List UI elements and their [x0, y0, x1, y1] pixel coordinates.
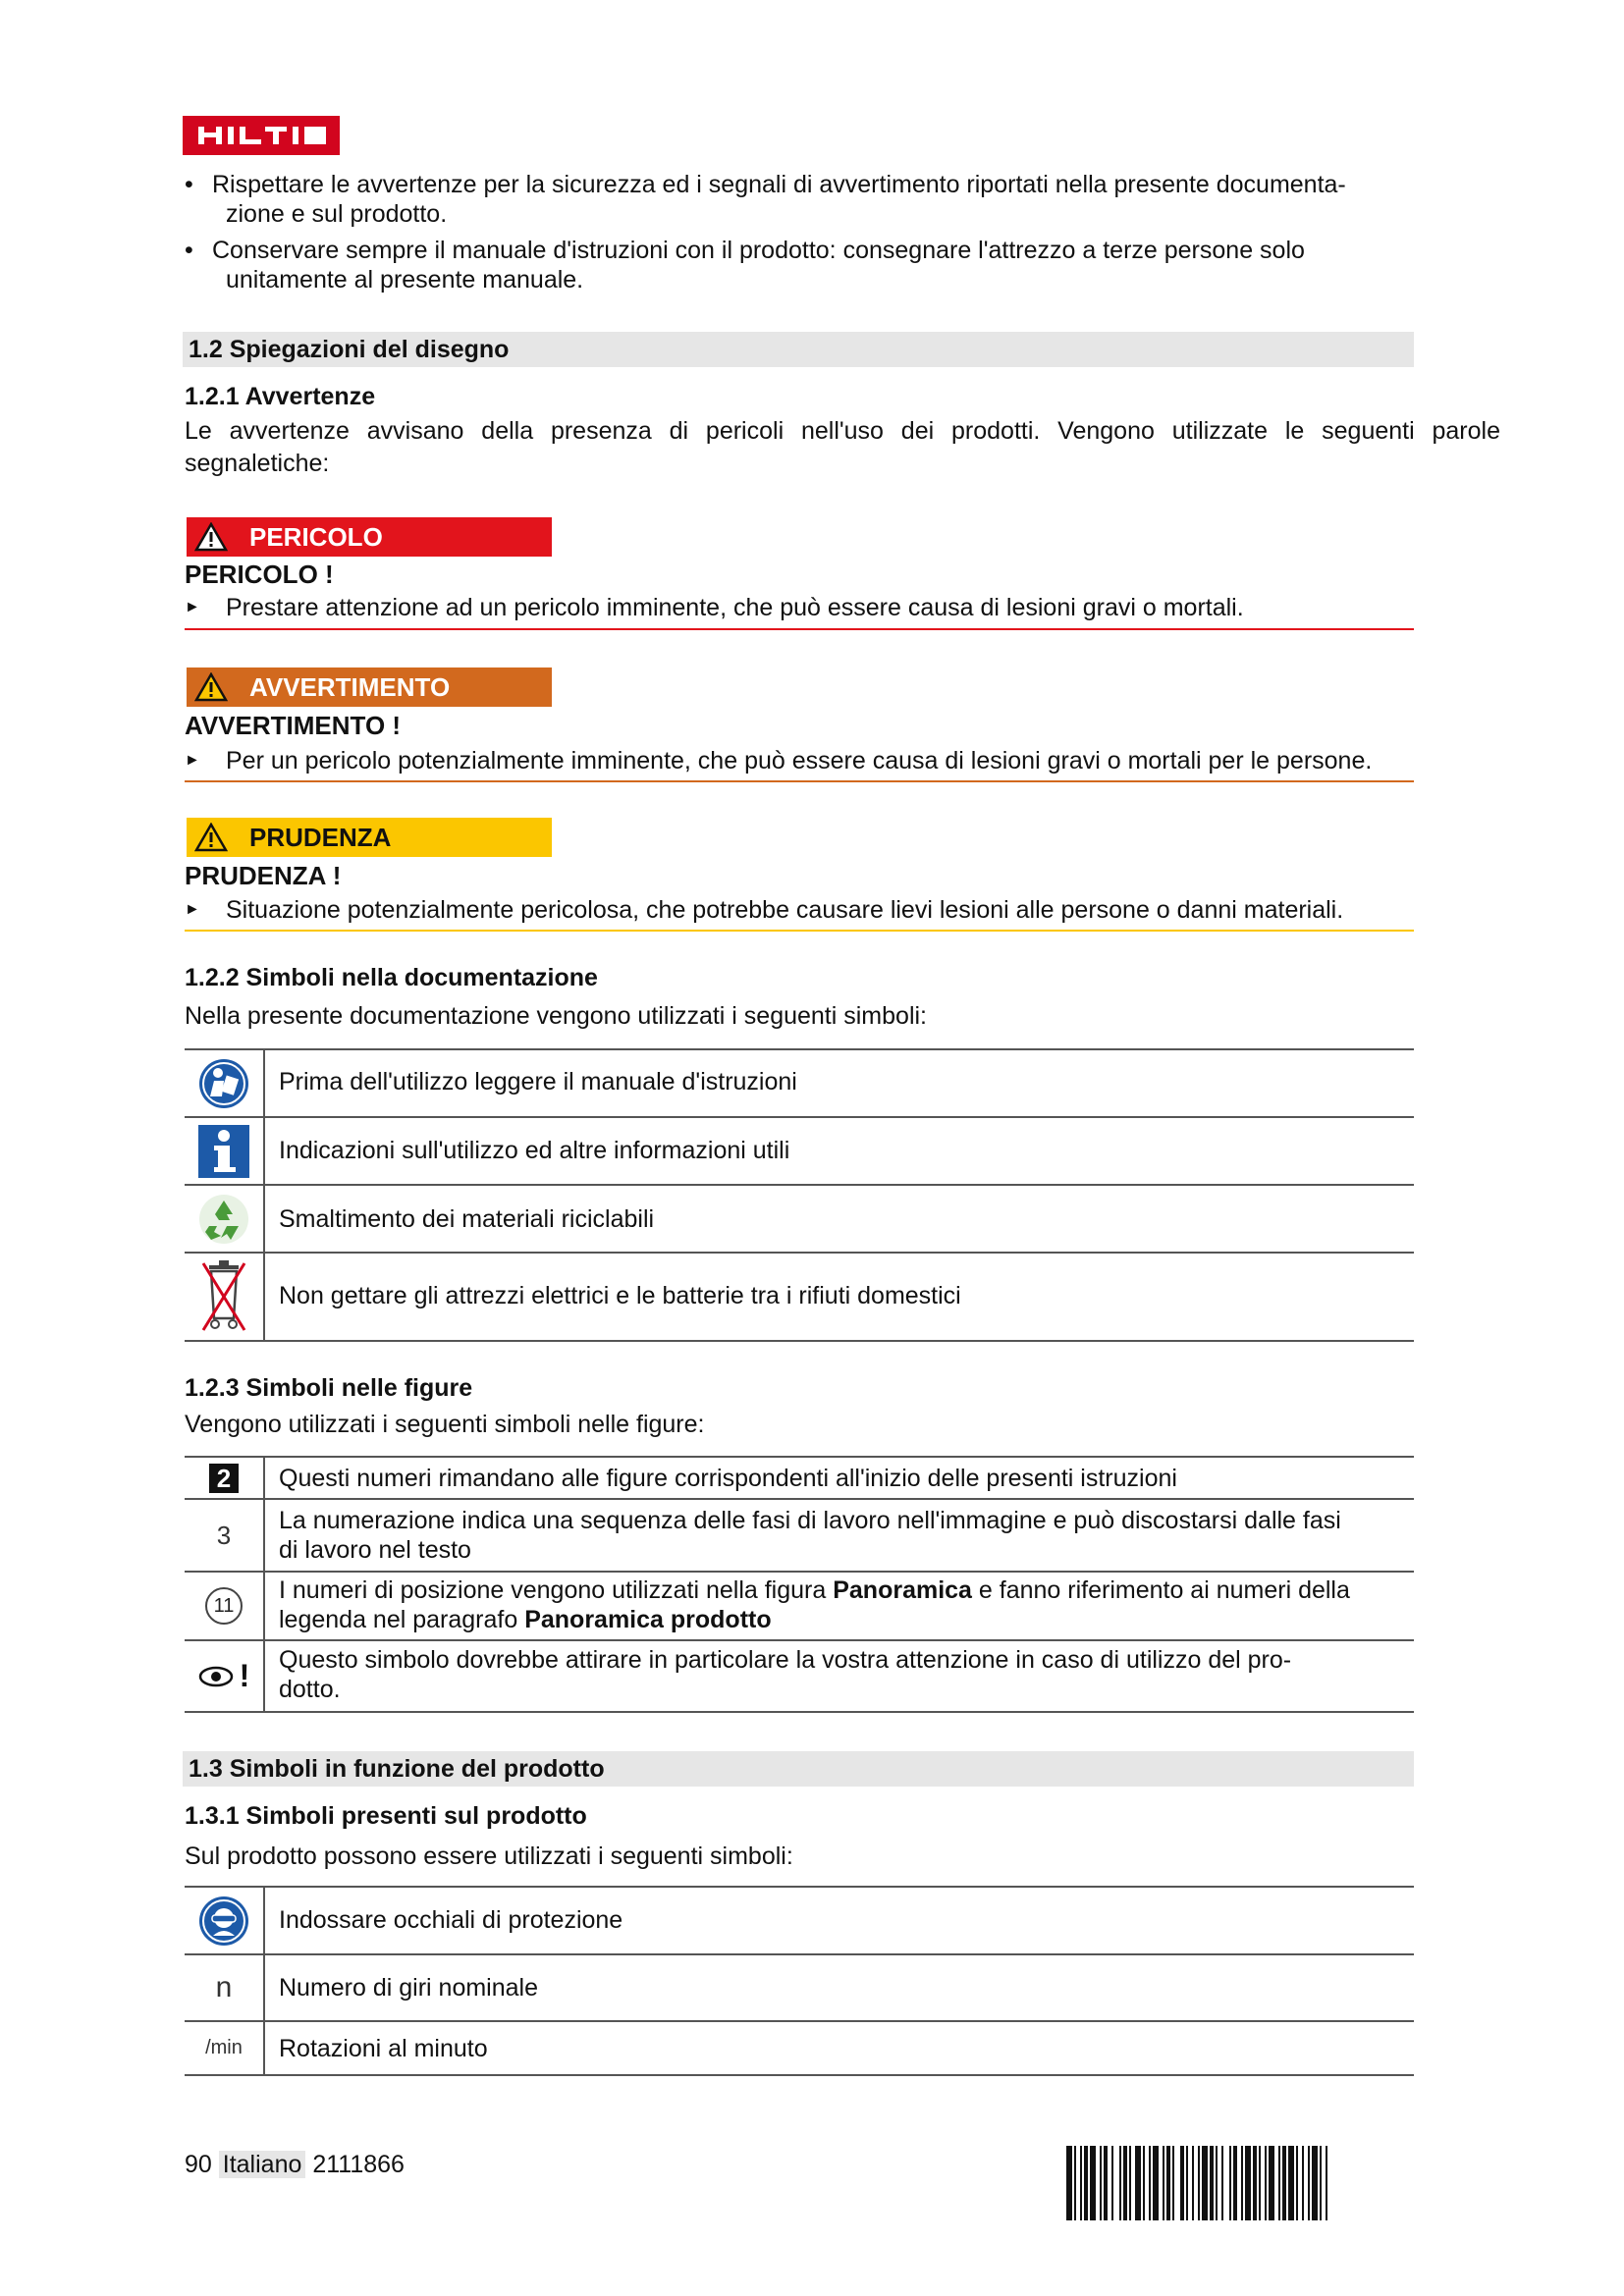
speed-symbol: n [215, 1971, 233, 2003]
table-rule [185, 1571, 1414, 1573]
table-rule [185, 2020, 1414, 2022]
bullet-line: Rispettare le avvertenze per la sicurezza ed i segnali di avvertimento riportati nella presente documenta- [212, 171, 1346, 198]
warning-title: AVVERTIMENTO ! [185, 711, 402, 740]
subsection-heading: 1.2.2 Simboli nella documentazione [185, 964, 598, 991]
table-divider [263, 1886, 265, 2076]
symbol-description: Numero di giri nominale [279, 1974, 539, 2002]
symbol-description: Prima dell'utilizzo leggere il manuale d'istruzioni [279, 1068, 797, 1095]
bold-run: Panoramica [833, 1576, 972, 1604]
speed-n-icon [192, 1955, 255, 2020]
symbol-description: Questi numeri rimandano alle figure corrispondenti all'inizio delle presenti istruzioni [279, 1465, 1177, 1492]
table-rule [185, 1116, 1414, 1118]
warning-title: PERICOLO ! [185, 560, 334, 589]
warning-banner [187, 667, 552, 707]
subsection-heading: 1.2.3 Simboli nelle figure [185, 1374, 473, 1402]
paragraph: Nella presente documentazione vengono utilizzati i seguenti simboli: [185, 1002, 927, 1030]
warning-text: Per un pericolo potenzialmente imminente, che può essere causa di lesioni gravi o mortali per le persone. [226, 747, 1373, 774]
description-line: Questo simbolo dovrebbe attirare in particolare la vostra attenzione in caso di utilizzo del pro- [279, 1646, 1292, 1674]
safety-goggles-icon [192, 1888, 255, 1953]
danger-rule [185, 628, 1414, 630]
paragraph: Le avvertenze avvisano della presenza di pericoli nell'uso dei prodotti. Vengono utilizzate le seguenti parole segnaletiche: [185, 417, 1500, 477]
paragraph: Sul prodotto possono essere utilizzati i seguenti simboli: [185, 1842, 793, 1870]
section-heading: 1.2 Spiegazioni del disegno [183, 332, 1414, 367]
bullet-line: Conservare sempre il manuale d'istruzioni con il prodotto: consegnare l'attrezzo a terze persone solo [212, 237, 1305, 264]
page-number: 90 [185, 2151, 212, 2178]
warning-triangle-icon [194, 522, 228, 552]
document-number: 2111866 [312, 2151, 405, 2178]
warning-text: Prestare attenzione ad un pericolo imminente, che può essere causa di lesioni gravi o mortali. [226, 594, 1244, 621]
table-rule [185, 1711, 1414, 1713]
danger-banner [187, 517, 552, 557]
warning-triangle-icon [194, 823, 228, 852]
per-minute-icon [192, 2022, 255, 2074]
symbol-description: Non gettare gli attrezzi elettrici e le batterie tra i rifiuti domestici [279, 1282, 961, 1309]
description-line: La numerazione indica una sequenza delle fasi di lavoro nell'immagine e può discostarsi dalle fasi [279, 1507, 1341, 1534]
page-footer [185, 2149, 405, 2180]
caution-rule [185, 930, 1414, 932]
table-rule [185, 1184, 1414, 1186]
table-divider [263, 1048, 265, 1342]
banner-label: PERICOLO [249, 522, 383, 552]
subsection-heading: 1.2.1 Avvertenze [185, 383, 376, 410]
table-rule [185, 1252, 1414, 1254]
language-label: Italiano [219, 2151, 306, 2178]
figure-number-icon [192, 1458, 255, 1498]
info-icon [192, 1118, 255, 1184]
hilti-logo [183, 116, 340, 155]
caution-banner [187, 818, 552, 857]
barcode [1066, 2146, 1406, 2220]
table-rule [185, 1886, 1414, 1888]
table-rule [185, 1340, 1414, 1342]
text-run: legenda nel paragrafo [279, 1606, 525, 1633]
recycle-icon [192, 1186, 255, 1252]
description-line [279, 1575, 1487, 1605]
arrow-icon: ► [185, 752, 200, 769]
description-line: dotto. [279, 1676, 341, 1703]
bullet-line: unitamente al presente manuale. [226, 266, 584, 294]
arrow-icon: ► [185, 599, 200, 615]
attention-eye-icon [192, 1641, 255, 1711]
text-run: I numeri di posizione vengono utilizzati nella figura [279, 1576, 834, 1604]
table-rule [185, 2074, 1414, 2076]
warning-rule [185, 780, 1414, 782]
section-heading: 1.3 Simboli in funzione del prodotto [183, 1751, 1414, 1787]
symbol-description: Indicazioni sull'utilizzo ed altre informazioni utili [279, 1137, 790, 1164]
text-run: e fanno riferimento ai numeri della [971, 1576, 1350, 1604]
crossed-bin-icon [192, 1254, 255, 1340]
symbol-description [279, 1645, 1487, 1704]
table-rule [185, 1456, 1414, 1458]
step-number-label: 3 [216, 1520, 232, 1550]
paragraph: Vengono utilizzati i seguenti simboli nelle figure: [185, 1411, 705, 1438]
position-number-icon [192, 1573, 255, 1639]
intro-bullet: • Conservare sempre il manuale d'istruzioni con il prodotto: consegnare l'attrezzo a terze persone solo unitamente al presente manuale. [185, 237, 1305, 294]
bold-run: Panoramica prodotto [524, 1606, 772, 1633]
symbol-description: Smaltimento dei materiali riciclabili [279, 1205, 655, 1233]
figure-number-label: 2 [209, 1464, 239, 1493]
description-line: di lavoro nel testo [279, 1536, 471, 1564]
table-rule [185, 1498, 1414, 1500]
symbol-description [279, 1575, 1487, 1634]
warning-text: Situazione potenzialmente pericolosa, che potrebbe causare lievi lesioni alle persone o danni materiali. [226, 896, 1344, 924]
per-minute-symbol: /min [205, 2037, 243, 2058]
table-rule [185, 1048, 1414, 1050]
read-manual-icon [192, 1050, 255, 1116]
table-divider [263, 1456, 265, 1713]
symbol-description [279, 1506, 1487, 1565]
bullet-line: zione e sul prodotto. [226, 200, 448, 228]
banner-label: AVVERTIMENTO [249, 672, 451, 702]
intro-bullet: • Rispettare le avvertenze per la sicurezza ed i segnali di avvertimento riportati nella presente documenta- zione e sul prodotto. [185, 171, 1346, 228]
banner-label: PRUDENZA [249, 823, 392, 852]
description-line [279, 1605, 1487, 1634]
warning-title: PRUDENZA ! [185, 861, 342, 890]
arrow-icon: ► [185, 901, 200, 918]
symbol-description: Indossare occhiali di protezione [279, 1906, 623, 1934]
warning-triangle-icon [194, 672, 228, 702]
position-number-label: 11 [205, 1587, 243, 1625]
subsection-heading: 1.3.1 Simboli presenti sul prodotto [185, 1802, 587, 1830]
step-number-icon [192, 1500, 255, 1571]
table-rule [185, 1953, 1414, 1955]
exclamation-mark: ! [239, 1658, 250, 1693]
table-rule [185, 1639, 1414, 1641]
symbol-description: Rotazioni al minuto [279, 2035, 488, 2062]
